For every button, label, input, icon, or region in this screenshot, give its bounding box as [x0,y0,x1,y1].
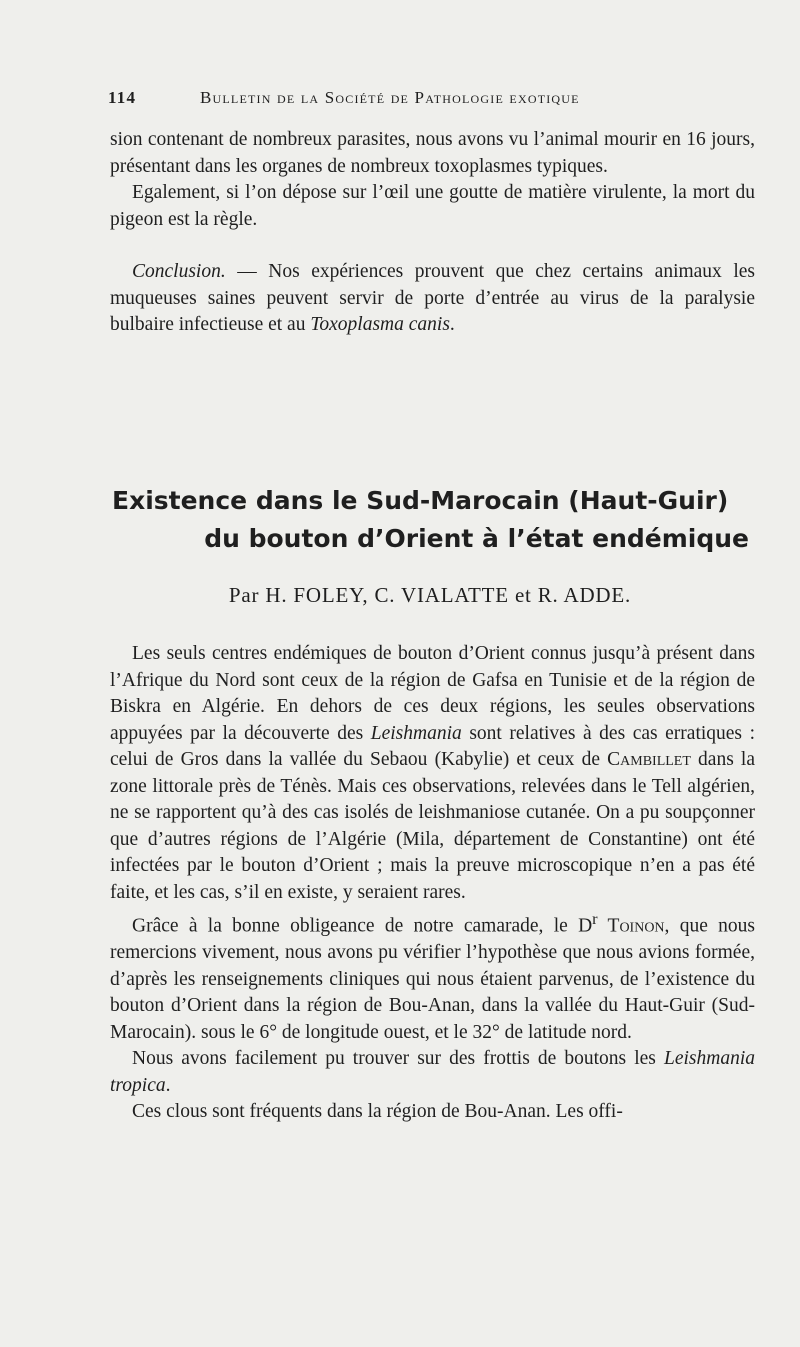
page-number: 114 [108,88,137,107]
paragraph-text: Grâce à la bonne obligeance de notre camarade, le D [132,915,593,937]
paragraph [110,1046,755,1099]
paragraph [110,180,755,233]
article-title [112,482,757,558]
paragraph [110,906,755,1046]
paragraph [110,641,755,906]
previous-article-end [110,127,755,339]
person-name: Toinon [597,915,665,937]
title-abbreviation: r [592,910,598,928]
author-name: Cambillet [607,749,691,770]
genus-name: Leishmania [370,722,462,744]
title-line-1: Existence dans le Sud-Marocain (Haut-Guir) [112,486,729,515]
paragraph-text: Ces clous sont fréquents dans la région de Bou-Anan. Les offi- [132,1101,623,1122]
species-name: Toxoplasma canis [310,314,450,335]
paragraph [110,127,755,180]
title-line-2: du bouton d’Orient à l’état endémique [204,524,749,553]
paragraph-text: . [165,1074,171,1096]
paragraph-text: dans la zone littorale près de Ténès. Mais ces observations, relevées dans le Tell algérien, ne se rapportent qu’à des cas isolés de leishmaniose cutanée. On a pu soupçonner que d’autres régions de l’Algérie (Mila, département de Constantine) ont été infectées par le bouton d’Orient ; mais la preuve microscopique n’en a pas été faite, et les cas, s’il en existe, y seraient rares. [110,749,755,903]
paragraph-text: sion contenant de nombreux parasites, nous avons vu l’animal mourir en 16 jours, présentant dans les organes de nombreux toxoplasmes typiques. [110,129,755,177]
article-authors: Par H. FOLEY, C. VIALATTE et R. ADDE. [228,583,632,607]
conclusion-label: Conclusion. [132,261,226,282]
conclusion-text: — Nos expériences prouvent que chez certains animaux les muqueuses saines peuvent servir de porte d’entrée au virus de la paralysie bulbaire infectieuse et au [110,261,755,335]
paragraph-text: Nous avons facilement pu trouver sur des frottis de boutons les [132,1048,664,1069]
article-body [110,641,755,1126]
paragraph-text: sont relatives à des cas erratiques : celui de Gros dans la vallée du Sebaou (Kabylie) et ceux de [110,722,755,770]
paragraph-text: , que nous remercions vivement, nous avons pu vérifier l’hypothèse que nous avions formée, d’après les renseignements cliniques qui nous étaient parvenus, de l’existence du bouton d’Orient dans la région de Bou-Anan, dans la vallée du Haut-Guir (Sud-Marocain). sous le 6° de longitude ouest, et le 32° de latitude nord. [110,915,755,1043]
species-name: Leishmania tropica [110,1048,755,1096]
conclusion-end: . [449,314,455,335]
paragraph-text: Les seuls centres endémiques de bouton d’Orient connus jusqu’à présent dans l’Afrique du Nord sont ceux de la région de Gafsa en Tunisie et de la région de Biskra en Algérie. En dehors de ces deux régions, les seules observations appuyées par la découverte des [110,643,755,744]
paragraph [110,1099,755,1126]
conclusion-paragraph [110,259,755,339]
running-title: Bulletin de la Société de Pathologie exotique [200,88,580,107]
paragraph-text: Egalement, si l’on dépose sur l’œil une goutte de matière virulente, la mort du pigeon est la règle. [110,182,755,230]
